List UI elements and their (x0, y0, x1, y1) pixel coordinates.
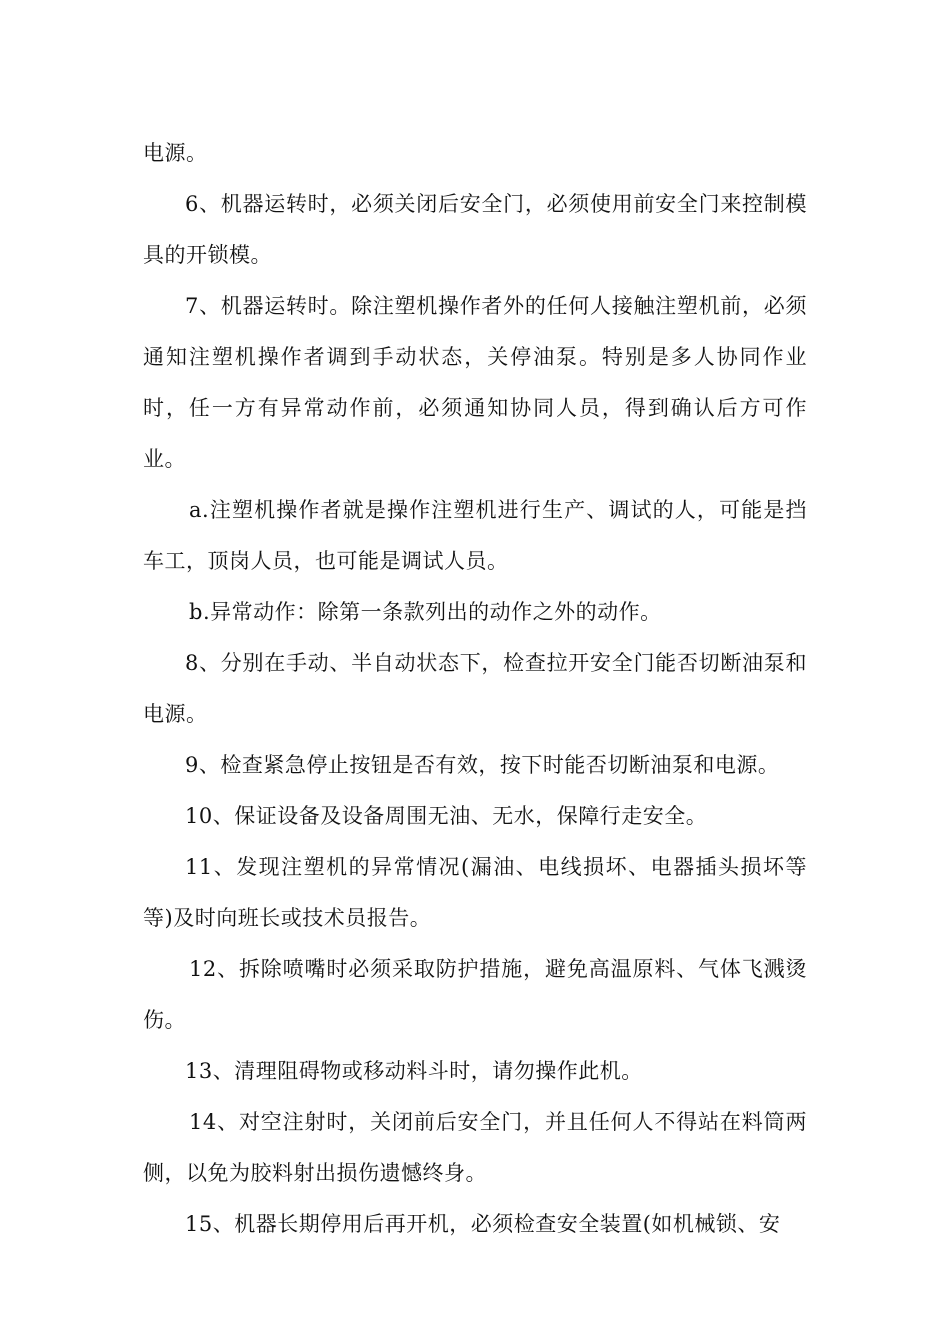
paragraph-item-13: 13、清理阻碍物或移动料斗时，请勿操作此机。 (185, 1059, 643, 1083)
paragraph-item-7: 7、机器运转时。除注塑机操作者外的任何人接触注塑机前，必须通知注塑机操作者调到手动状态，关停油泵。特别是多人协同作业时，任一方有异常动作前，必须通知协同人员，得到确认后方可作业。 (143, 294, 807, 471)
paragraph-continuation: 电源。 (143, 141, 208, 165)
document-body (143, 128, 807, 1250)
paragraph-item-14: 14、对空注射时，关闭前后安全门，并且任何人不得站在料筒两侧，以免为胶料射出损伤遗憾终身。 (143, 1110, 807, 1185)
paragraph-item-15: 15、机器长期停用后再开机，必须检查安全装置(如机械锁、安 (185, 1212, 781, 1236)
paragraph-item-9: 9、检查紧急停止按钮是否有效，按下时能否切断油泵和电源。 (185, 753, 780, 777)
paragraph-item-6: 6、机器运转时，必须关闭后安全门，必须使用前安全门来控制模具的开锁模。 (143, 192, 807, 267)
paragraph-item-12: 12、拆除喷嘴时必须采取防护措施，避免高温原料、气体飞溅烫伤。 (143, 957, 807, 1032)
paragraph-item-7b: b.异常动作：除第一条款列出的动作之外的动作。 (189, 600, 662, 624)
paragraph-item-11: 11、发现注塑机的异常情况(漏油、电线损坏、电器插头损坏等等)及时向班长或技术员报告。 (143, 855, 807, 930)
paragraph-item-8: 8、分别在手动、半自动状态下，检查拉开安全门能否切断油泵和电源。 (143, 651, 807, 726)
paragraph-item-10: 10、保证设备及设备周围无油、无水，保障行走安全。 (185, 804, 708, 828)
paragraph-item-7a: a.注塑机操作者就是操作注塑机进行生产、调试的人，可能是挡车工，顶岗人员，也可能是调试人员。 (143, 498, 807, 573)
